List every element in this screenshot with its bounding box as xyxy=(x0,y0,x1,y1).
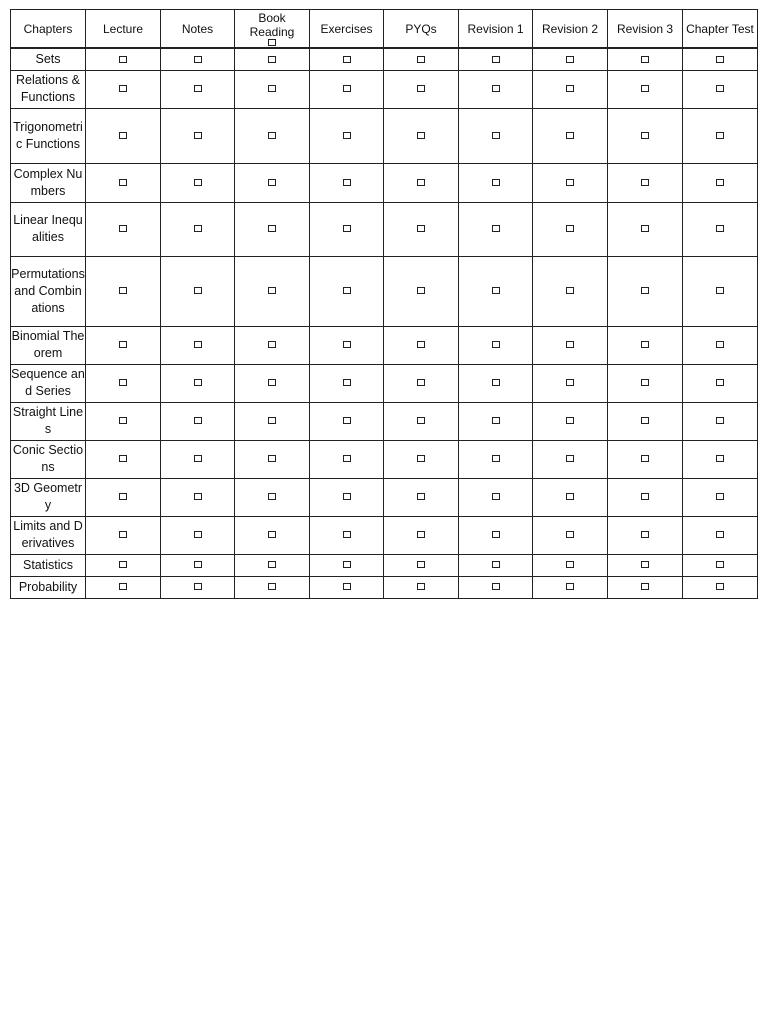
checkbox-cell xyxy=(235,202,310,256)
checkbox-cell xyxy=(384,108,459,163)
checkbox-cell xyxy=(235,576,310,598)
checkbox[interactable] xyxy=(268,179,276,186)
checkbox-cell xyxy=(310,163,384,202)
checkbox[interactable] xyxy=(641,379,649,386)
checkbox[interactable] xyxy=(268,583,276,590)
checkbox[interactable] xyxy=(417,417,425,424)
checkbox[interactable] xyxy=(641,583,649,590)
checkbox-cell xyxy=(86,108,161,163)
checkbox-cell xyxy=(86,576,161,598)
checkbox[interactable] xyxy=(641,531,649,538)
checkbox-cell xyxy=(608,326,683,364)
checkbox[interactable] xyxy=(119,379,127,386)
checkbox-cell xyxy=(86,554,161,576)
checkbox[interactable] xyxy=(194,179,202,186)
checkbox-cell xyxy=(608,576,683,598)
checkbox-cell xyxy=(384,70,459,108)
checkbox[interactable] xyxy=(566,379,574,386)
checkbox-cell xyxy=(459,576,533,598)
checkbox[interactable] xyxy=(119,561,127,568)
checkbox-cell xyxy=(533,326,608,364)
checkbox-cell xyxy=(683,478,758,516)
checkbox-cell xyxy=(86,516,161,554)
checkbox[interactable] xyxy=(566,455,574,462)
checkbox-cell xyxy=(459,364,533,402)
checkbox-cell xyxy=(235,256,310,326)
checkbox-cell xyxy=(384,326,459,364)
checkbox-cell xyxy=(161,364,235,402)
chapter-name: Conic Sections xyxy=(11,440,86,478)
checkbox-cell xyxy=(683,163,758,202)
checkbox-cell xyxy=(459,256,533,326)
checkbox[interactable] xyxy=(492,56,500,63)
checkbox-cell xyxy=(310,402,384,440)
checkbox-cell xyxy=(235,108,310,163)
checkbox[interactable] xyxy=(119,455,127,462)
checkbox[interactable] xyxy=(343,56,351,63)
checkbox-cell xyxy=(310,256,384,326)
checkbox[interactable] xyxy=(566,583,574,590)
checkbox[interactable] xyxy=(417,493,425,500)
checkbox[interactable] xyxy=(268,531,276,538)
checkbox-cell xyxy=(310,554,384,576)
col-header-exercises: Exercises xyxy=(310,10,384,49)
checkbox-cell xyxy=(608,440,683,478)
checkbox[interactable] xyxy=(417,379,425,386)
checkbox-cell xyxy=(608,48,683,70)
checkbox-cell xyxy=(533,108,608,163)
checkbox[interactable] xyxy=(194,493,202,500)
checkbox[interactable] xyxy=(268,132,276,139)
checkbox-cell xyxy=(235,402,310,440)
checkbox-cell xyxy=(235,516,310,554)
checkbox[interactable] xyxy=(716,225,724,232)
checkbox-cell xyxy=(384,256,459,326)
col-header-pyqs: PYQs xyxy=(384,10,459,49)
checkbox-cell xyxy=(310,440,384,478)
checkbox-cell xyxy=(533,70,608,108)
checkbox-cell xyxy=(235,440,310,478)
checkbox-cell xyxy=(683,256,758,326)
checkbox[interactable] xyxy=(194,56,202,63)
checkbox-cell xyxy=(161,202,235,256)
checkbox[interactable] xyxy=(716,379,724,386)
checkbox-cell xyxy=(310,70,384,108)
table-row xyxy=(11,70,758,108)
checkbox-cell xyxy=(459,108,533,163)
checkbox-cell xyxy=(384,163,459,202)
chapter-name: Probability xyxy=(11,576,86,598)
checkbox-cell xyxy=(608,163,683,202)
checkbox[interactable] xyxy=(119,85,127,92)
checkbox[interactable] xyxy=(119,287,127,294)
table-row xyxy=(11,108,758,163)
checkbox-cell xyxy=(161,326,235,364)
col-header-revision-3: Revision 3 xyxy=(608,10,683,49)
chapter-name: Limits and Derivatives xyxy=(11,516,86,554)
checkbox[interactable] xyxy=(343,341,351,348)
checkbox-cell xyxy=(235,48,310,70)
checkbox[interactable] xyxy=(343,225,351,232)
checkbox-cell xyxy=(683,70,758,108)
checkbox-cell xyxy=(384,202,459,256)
table-row xyxy=(11,48,758,70)
col-header-revision-2: Revision 2 xyxy=(533,10,608,49)
checkbox-cell xyxy=(86,440,161,478)
checkbox[interactable] xyxy=(343,561,351,568)
checkbox[interactable] xyxy=(716,287,724,294)
checkbox[interactable] xyxy=(492,455,500,462)
checkbox[interactable] xyxy=(194,287,202,294)
checkbox[interactable] xyxy=(343,379,351,386)
checkbox-cell xyxy=(235,326,310,364)
checkbox-cell xyxy=(608,478,683,516)
checkbox-cell xyxy=(161,402,235,440)
table-row xyxy=(11,326,758,364)
chapter-name: 3D Geometry xyxy=(11,478,86,516)
checkbox[interactable] xyxy=(417,531,425,538)
checkbox[interactable] xyxy=(417,85,425,92)
checkbox[interactable] xyxy=(119,56,127,63)
chapter-name: Sequence and Series xyxy=(11,364,86,402)
checkbox-cell xyxy=(683,48,758,70)
checkbox[interactable] xyxy=(268,287,276,294)
checkbox[interactable] xyxy=(566,561,574,568)
checkbox[interactable] xyxy=(716,561,724,568)
checkbox-cell xyxy=(683,440,758,478)
checkbox-cell xyxy=(608,364,683,402)
checkbox-cell xyxy=(608,516,683,554)
checkbox-cell xyxy=(533,554,608,576)
checkbox[interactable] xyxy=(566,225,574,232)
checkbox-cell xyxy=(161,576,235,598)
table-row xyxy=(11,516,758,554)
checkbox-cell xyxy=(310,48,384,70)
table-row xyxy=(11,576,758,598)
checkbox[interactable] xyxy=(492,531,500,538)
checkbox[interactable] xyxy=(268,417,276,424)
checkbox[interactable] xyxy=(641,225,649,232)
checkbox-cell xyxy=(86,402,161,440)
checkbox[interactable] xyxy=(194,455,202,462)
chapter-name: Linear Inequalities xyxy=(11,202,86,256)
checkbox[interactable] xyxy=(566,132,574,139)
checkbox-cell xyxy=(683,364,758,402)
checkbox[interactable] xyxy=(641,455,649,462)
checkbox-cell xyxy=(235,163,310,202)
checkbox[interactable] xyxy=(268,493,276,500)
checkbox[interactable] xyxy=(119,341,127,348)
table-row xyxy=(11,402,758,440)
checkbox[interactable] xyxy=(566,531,574,538)
checkbox-cell xyxy=(86,326,161,364)
checkbox[interactable] xyxy=(492,417,500,424)
checkbox[interactable] xyxy=(716,493,724,500)
checkbox[interactable] xyxy=(716,341,724,348)
checkbox[interactable] xyxy=(641,493,649,500)
checkbox[interactable] xyxy=(194,583,202,590)
checkbox[interactable] xyxy=(566,85,574,92)
checkbox-cell xyxy=(533,516,608,554)
checkbox[interactable] xyxy=(119,417,127,424)
checkbox[interactable] xyxy=(716,531,724,538)
checkbox[interactable] xyxy=(641,56,649,63)
checkbox-cell xyxy=(533,202,608,256)
checkbox-cell xyxy=(86,364,161,402)
checkbox[interactable] xyxy=(641,179,649,186)
checkbox[interactable] xyxy=(492,493,500,500)
chapter-name: Relations & Functions xyxy=(11,70,86,108)
checkbox[interactable] xyxy=(119,583,127,590)
checkbox-cell xyxy=(384,440,459,478)
checkbox[interactable] xyxy=(268,225,276,232)
checkbox[interactable] xyxy=(268,379,276,386)
chapter-name: Complex Numbers xyxy=(11,163,86,202)
checkbox-cell xyxy=(86,48,161,70)
checkbox-cell xyxy=(533,402,608,440)
checkbox-cell xyxy=(235,70,310,108)
checkbox-cell xyxy=(161,48,235,70)
col-header-chapter-test-label: Chapter Test xyxy=(686,21,754,36)
checkbox[interactable] xyxy=(194,85,202,92)
checkbox[interactable] xyxy=(268,341,276,348)
checkbox-cell xyxy=(533,163,608,202)
checkbox[interactable] xyxy=(343,85,351,92)
checkbox[interactable] xyxy=(641,85,649,92)
checkbox-cell xyxy=(161,163,235,202)
checkbox[interactable] xyxy=(343,417,351,424)
checkbox[interactable] xyxy=(417,179,425,186)
checkbox-cell xyxy=(161,108,235,163)
checkbox[interactable] xyxy=(641,132,649,139)
checkbox-cell xyxy=(608,108,683,163)
checkbox[interactable] xyxy=(566,417,574,424)
checkbox[interactable] xyxy=(716,179,724,186)
checkbox[interactable] xyxy=(566,341,574,348)
checkbox[interactable] xyxy=(194,225,202,232)
checkbox-cell xyxy=(459,554,533,576)
checkbox-cell xyxy=(608,554,683,576)
checkbox-cell xyxy=(533,576,608,598)
chapter-tracker-table xyxy=(10,9,758,599)
checkbox[interactable] xyxy=(716,417,724,424)
chapter-name: Binomial Theorem xyxy=(11,326,86,364)
checkbox[interactable] xyxy=(417,287,425,294)
checkbox[interactable] xyxy=(343,493,351,500)
checkbox[interactable] xyxy=(119,179,127,186)
checkbox[interactable] xyxy=(268,561,276,568)
table-row xyxy=(11,202,758,256)
checkbox[interactable] xyxy=(566,287,574,294)
checkbox-cell xyxy=(86,256,161,326)
checkbox[interactable] xyxy=(492,225,500,232)
checkbox-cell xyxy=(161,516,235,554)
checkbox[interactable] xyxy=(417,341,425,348)
checkbox-cell xyxy=(235,364,310,402)
checkbox[interactable] xyxy=(492,583,500,590)
checkbox[interactable] xyxy=(268,56,276,63)
checkbox[interactable] xyxy=(194,417,202,424)
checkbox-cell xyxy=(608,202,683,256)
checkbox-cell xyxy=(459,70,533,108)
checkbox-cell xyxy=(459,440,533,478)
checkbox[interactable] xyxy=(417,561,425,568)
checkbox-cell xyxy=(161,256,235,326)
checkbox-cell xyxy=(683,554,758,576)
checkbox-cell xyxy=(86,163,161,202)
checkbox-cell xyxy=(384,478,459,516)
checkbox-cell xyxy=(533,48,608,70)
checkbox[interactable] xyxy=(119,493,127,500)
checkbox[interactable] xyxy=(194,561,202,568)
checkbox-cell xyxy=(459,326,533,364)
checkbox[interactable] xyxy=(417,455,425,462)
checkbox[interactable] xyxy=(492,287,500,294)
checkbox-cell xyxy=(235,478,310,516)
checkbox-cell xyxy=(310,326,384,364)
checkbox[interactable] xyxy=(716,132,724,139)
checkbox-cell xyxy=(459,516,533,554)
checkbox-cell xyxy=(86,478,161,516)
checkbox[interactable] xyxy=(343,132,351,139)
checkbox[interactable] xyxy=(492,179,500,186)
checkbox[interactable] xyxy=(343,287,351,294)
checkbox-cell xyxy=(384,48,459,70)
checkbox-cell xyxy=(533,256,608,326)
table-row xyxy=(11,440,758,478)
checkbox[interactable] xyxy=(119,132,127,139)
col-header-chapter-test xyxy=(683,10,758,49)
checkbox[interactable] xyxy=(194,379,202,386)
col-header-chapters: Chapters xyxy=(11,10,86,49)
checkbox-cell xyxy=(608,256,683,326)
checkbox-cell xyxy=(384,554,459,576)
checkbox[interactable] xyxy=(492,132,500,139)
checkbox-cell xyxy=(459,478,533,516)
checkbox-cell xyxy=(683,202,758,256)
table-row xyxy=(11,554,758,576)
table-body xyxy=(11,48,758,598)
checkbox[interactable] xyxy=(119,225,127,232)
checkbox[interactable] xyxy=(268,85,276,92)
checkbox-cell xyxy=(235,554,310,576)
checkbox-cell xyxy=(683,576,758,598)
checkbox[interactable] xyxy=(492,561,500,568)
chapter-name: Trigonometric Functions xyxy=(11,108,86,163)
checkbox[interactable] xyxy=(492,85,500,92)
checkbox[interactable] xyxy=(194,341,202,348)
checkbox-cell xyxy=(384,364,459,402)
checkbox[interactable] xyxy=(417,583,425,590)
checkbox-cell xyxy=(310,108,384,163)
checkbox[interactable] xyxy=(194,531,202,538)
chapter-name: Statistics xyxy=(11,554,86,576)
checkbox-cell xyxy=(310,478,384,516)
col-header-notes: Notes xyxy=(161,10,235,49)
checkbox[interactable] xyxy=(343,531,351,538)
checkbox[interactable] xyxy=(343,455,351,462)
col-header-book-reading-label: Book Reading xyxy=(249,11,295,39)
checkbox[interactable] xyxy=(716,455,724,462)
header-row xyxy=(11,10,758,49)
checkbox-cell xyxy=(310,516,384,554)
table-row xyxy=(11,163,758,202)
checkbox[interactable] xyxy=(343,583,351,590)
checkbox-cell xyxy=(533,364,608,402)
chapter-name: Sets xyxy=(11,48,86,70)
checkbox-cell xyxy=(459,402,533,440)
checkbox-cell xyxy=(310,576,384,598)
col-header-book-reading xyxy=(235,10,310,49)
checkbox[interactable] xyxy=(566,56,574,63)
checkbox-cell xyxy=(683,326,758,364)
checkbox-cell xyxy=(683,516,758,554)
checkbox[interactable] xyxy=(566,493,574,500)
checkbox-cell xyxy=(608,70,683,108)
checkbox[interactable] xyxy=(641,561,649,568)
checkbox-cell xyxy=(384,402,459,440)
checkbox-cell xyxy=(161,70,235,108)
checkbox-cell xyxy=(459,202,533,256)
checkbox-cell xyxy=(161,554,235,576)
checkbox-cell xyxy=(533,478,608,516)
checkbox[interactable] xyxy=(119,531,127,538)
checkbox-cell xyxy=(161,478,235,516)
checkbox[interactable] xyxy=(641,341,649,348)
checkbox[interactable] xyxy=(268,455,276,462)
checkbox[interactable] xyxy=(641,287,649,294)
checkbox-cell xyxy=(86,202,161,256)
checkbox-cell xyxy=(86,70,161,108)
table-row xyxy=(11,478,758,516)
col-header-revision-1: Revision 1 xyxy=(459,10,533,49)
chapter-name: Permutations and Combinations xyxy=(11,256,86,326)
checkbox-cell xyxy=(161,440,235,478)
checkbox[interactable] xyxy=(492,341,500,348)
checkbox-cell xyxy=(310,364,384,402)
table-row xyxy=(11,256,758,326)
chapter-name: Straight Lines xyxy=(11,402,86,440)
checkbox-cell xyxy=(608,402,683,440)
checkbox[interactable] xyxy=(417,225,425,232)
checkbox[interactable] xyxy=(716,85,724,92)
checkbox-cell xyxy=(459,163,533,202)
checkbox[interactable] xyxy=(641,417,649,424)
col-header-lecture: Lecture xyxy=(86,10,161,49)
checkbox-cell xyxy=(459,48,533,70)
checkbox[interactable] xyxy=(716,56,724,63)
checkbox-cell xyxy=(384,516,459,554)
checkbox[interactable] xyxy=(194,132,202,139)
checkbox[interactable] xyxy=(492,379,500,386)
checkbox[interactable] xyxy=(566,179,574,186)
checkbox-cell xyxy=(384,576,459,598)
checkbox-cell xyxy=(310,202,384,256)
checkbox-cell xyxy=(683,402,758,440)
checkbox[interactable] xyxy=(417,132,425,139)
checkbox[interactable] xyxy=(716,583,724,590)
checkbox[interactable] xyxy=(417,56,425,63)
checkbox-cell xyxy=(683,108,758,163)
checkbox-cell xyxy=(533,440,608,478)
table-row xyxy=(11,364,758,402)
checkbox[interactable] xyxy=(268,39,276,46)
checkbox[interactable] xyxy=(343,179,351,186)
